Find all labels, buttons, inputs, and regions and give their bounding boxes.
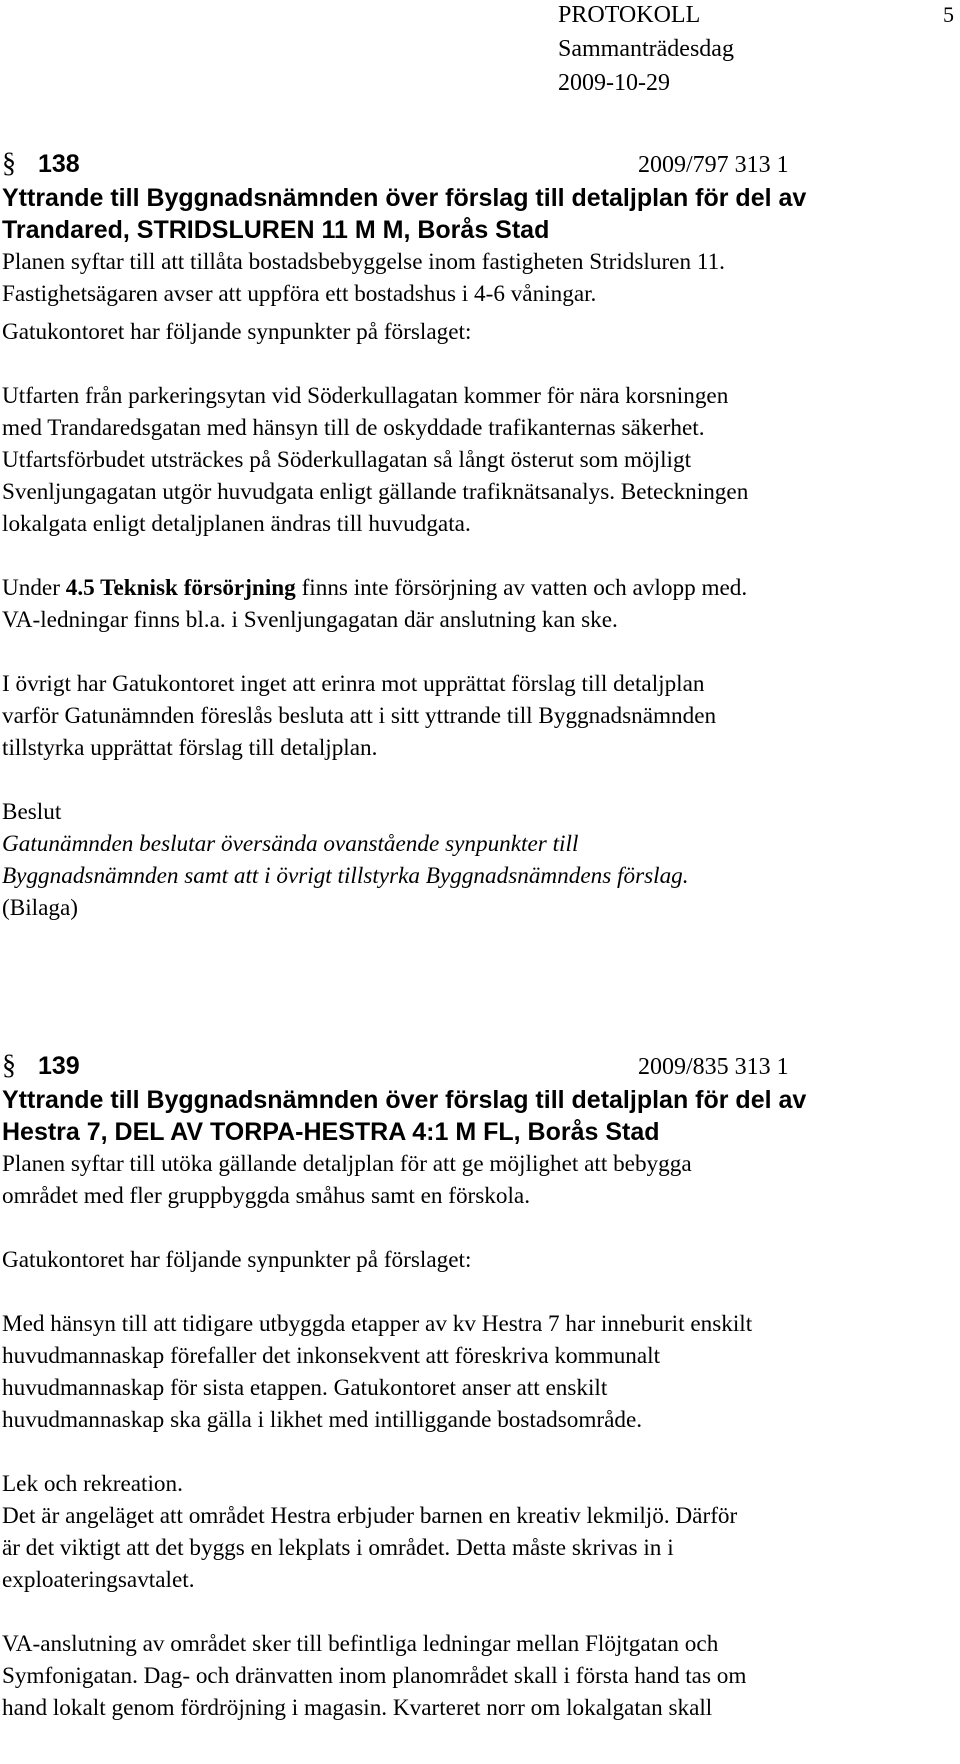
body-line: varför Gatunämnden föreslås besluta att i sitt yttrande till Byggnadsnämnden [2,703,717,729]
body-line: VA-ledningar finns bl.a. i Svenljungagatan där anslutning kan ske. [2,607,618,633]
body-line [0,572,960,604]
body-line: lokalgata enligt detaljplanen ändras till huvudgata. [2,511,471,537]
diary-number: 2009/797 313 1 [638,152,789,178]
decision-line: Gatunämnden beslutar översända ovanstående synpunkter till [2,831,579,857]
decision-heading: Beslut [2,799,62,825]
intro-line: området med fler gruppbyggda småhus samt en förskola. [2,1183,531,1209]
section-title-line: Trandared, STRIDSLUREN 11 M M, Borås Stad [2,216,550,244]
section-sign: § [2,148,16,179]
attachment-note: (Bilaga) [2,895,78,921]
body-line: exploateringsavtalet. [2,1567,195,1593]
viewpoints-heading: Gatukontoret har följande synpunkter på förslaget: [2,319,472,345]
page-header [0,0,960,104]
intro-line: Planen syftar till utöka gällande detaljplan för att ge möjlighet att bebygga [2,1151,692,1177]
body-line: huvudmannaskap för sista etappen. Gatukontoret anser att enskilt [2,1375,608,1401]
section-heading [0,146,960,182]
subheading: Lek och rekreation. [2,1471,183,1497]
body-line: VA-anslutning av området sker till befintliga ledningar mellan Flöjtgatan och [2,1631,719,1657]
body-line: Symfonigatan. Dag- och dränvatten inom planområdet skall i första hand tas om [2,1663,747,1689]
section-139 [0,1048,960,1724]
body-line: huvudmannaskap förefaller det inkonsekvent att föreskriva kommunalt [2,1343,661,1369]
body-line: I övrigt har Gatukontoret inget att erinra mot upprättat förslag till detaljplan [2,671,705,697]
intro-line: Fastighetsägaren avser att uppföra ett bostadshus i 4-6 våningar. [2,281,597,307]
body-line: huvudmannaskap ska gälla i likhet med intilliggande bostadsområde. [2,1407,643,1433]
section-sign: § [2,1050,16,1081]
body-line: tillstyrka upprättat förslag till detaljplan. [2,735,378,761]
section-heading [0,1048,960,1084]
decision-line: Byggnadsnämnden samt att i övrigt tillstyrka Byggnadsnämndens förslag. [2,863,689,889]
section-number: 138 [38,150,80,178]
section-title-line: Yttrande till Byggnadsnämnden över förslag till detaljplan för del av [2,184,807,212]
body-line: Med hänsyn till att tidigare utbyggda etapper av kv Hestra 7 har inneburit enskilt [2,1311,753,1337]
intro-line: Planen syftar till att tillåta bostadsbebyggelse inom fastigheten Stridsluren 11. [2,249,725,275]
meeting-date: 2009-10-29 [558,70,670,96]
bold-reference: 4.5 Teknisk försörjning [65,575,296,601]
body-line: hand lokalt genom fördröjning i magasin. Kvarteret norr om lokalgatan skall [2,1695,713,1721]
section-138 [0,146,960,924]
section-number: 139 [38,1052,80,1080]
body-line: med Trandaredsgatan med hänsyn till de oskyddade trafikanternas säkerhet. [2,415,705,441]
body-line: Utfarten från parkeringsytan vid Söderkullagatan kommer för nära korsningen [2,383,729,409]
page-number: 5 [943,2,954,27]
text-fragment: Under [2,575,66,601]
section-title-line: Yttrande till Byggnadsnämnden över förslag till detaljplan för del av [2,1086,807,1114]
document-title: PROTOKOLL [558,2,701,28]
body-line: Svenljungagatan utgör huvudgata enligt gällande trafiknätsanalys. Beteckningen [2,479,749,505]
text-fragment: finns inte försörjning av vatten och avlopp med. [295,575,748,601]
section-title-line: Hestra 7, DEL AV TORPA-HESTRA 4:1 M FL, Borås Stad [2,1118,660,1146]
meeting-type: Sammanträdesdag [558,36,734,62]
diary-number: 2009/835 313 1 [638,1054,789,1080]
body-line: Det är angeläget att området Hestra erbjuder barnen en kreativ lekmiljö. Därför [2,1503,738,1529]
viewpoints-heading: Gatukontoret har följande synpunkter på förslaget: [2,1247,472,1273]
body-line: Utfartsförbudet utsträckes på Söderkullagatan så långt österut som möjligt [2,447,692,473]
body-line: är det viktigt att det byggs en lekplats i området. Detta måste skrivas in i [2,1535,674,1561]
